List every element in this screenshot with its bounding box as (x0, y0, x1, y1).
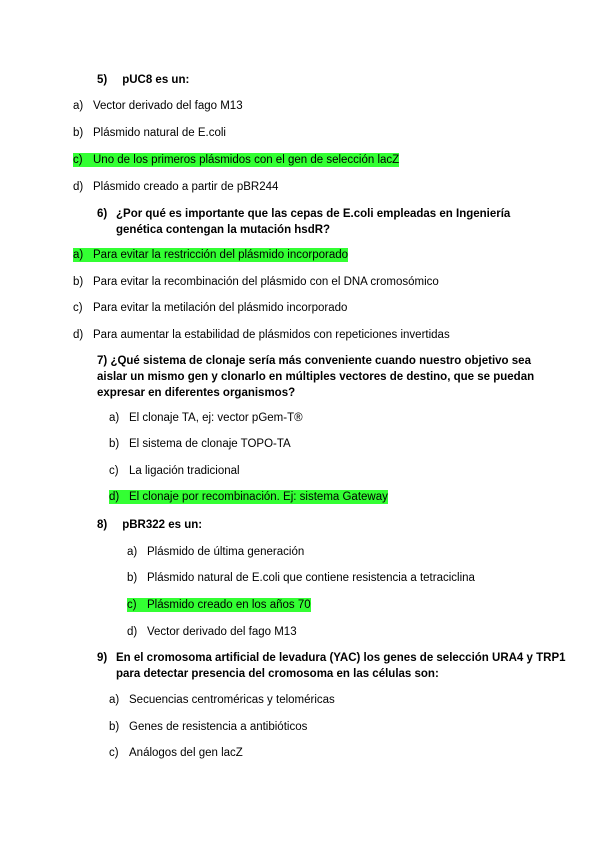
question-text: ¿Qué sistema de clonaje sería más conveniente cuando nuestro objetivo sea aislar un mismo gen y clonarlo en múltiples vectores de destino, que se puedan expresar en diferentes organismos? (97, 355, 535, 399)
question-number: 9) (97, 652, 108, 664)
option-text: Plásmido de última generación (147, 546, 305, 558)
question-number: 8) (97, 519, 108, 531)
option-letter: d) (73, 181, 84, 193)
option-text: La ligación tradicional (129, 465, 240, 477)
question-9 (97, 650, 566, 682)
option-letter: c) (73, 302, 83, 314)
question-number: 6) (97, 208, 108, 220)
option-text: El sistema de clonaje TOPO-TA (129, 438, 291, 450)
option-letter: c) (109, 747, 119, 759)
option-9a (109, 693, 335, 707)
question-text: En el cromosoma artificial de levadura (YAC) los genes de selección URA4 y TRP1 para detectar presencia del cromosoma en las células son: (116, 652, 566, 680)
option-letter: b) (109, 721, 120, 733)
option-5c-highlighted (73, 153, 399, 167)
option-text: Para aumentar la estabilidad de plásmidos con repeticiones invertidas (93, 329, 450, 341)
option-7a (109, 411, 303, 425)
option-letter: a) (109, 694, 120, 706)
question-5 (97, 72, 557, 88)
option-letter: b) (73, 276, 84, 288)
option-letter: b) (109, 438, 120, 450)
option-text: Uno de los primeros plásmidos con el gen de selección lacZ (93, 154, 400, 166)
option-6d (73, 328, 450, 342)
option-text: Para evitar la recombinación del plásmido con el DNA cromosómico (93, 276, 439, 288)
option-letter: c) (127, 599, 137, 611)
option-text: Plásmido natural de E.coli que contiene resistencia a tetraciclina (147, 572, 475, 584)
option-7b (109, 437, 291, 451)
option-text: El clonaje TA, ej: vector pGem-T® (129, 412, 303, 424)
option-9b (109, 720, 307, 734)
option-letter: a) (73, 100, 84, 112)
option-8b (127, 571, 475, 585)
option-letter: b) (127, 572, 138, 584)
option-6a-highlighted (73, 248, 348, 262)
option-text: Genes de resistencia a antibióticos (129, 721, 308, 733)
question-text: ¿Por qué es importante que las cepas de E.coli empleadas en Ingeniería genética contengan la mutación hsdR? (116, 208, 511, 236)
option-text: Vector derivado del fago M13 (93, 100, 243, 112)
option-letter: a) (73, 249, 84, 261)
option-6c (73, 301, 347, 315)
option-text: Secuencias centroméricas y teloméricas (129, 694, 335, 706)
option-text: El clonaje por recombinación. Ej: sistema Gateway (129, 491, 388, 503)
option-6b (73, 275, 439, 289)
option-text: Plásmido natural de E.coli (93, 127, 226, 139)
option-letter: c) (73, 154, 83, 166)
option-8a (127, 545, 304, 559)
option-7d-highlighted (109, 490, 388, 504)
option-text: Plásmido creado en los años 70 (147, 599, 311, 611)
option-9c (109, 746, 243, 760)
option-text: Análogos del gen lacZ (129, 747, 243, 759)
option-text: Vector derivado del fago M13 (147, 626, 297, 638)
option-letter: d) (73, 329, 84, 341)
option-8d (127, 625, 297, 639)
option-letter: a) (127, 546, 138, 558)
question-text: pBR322 es un: (122, 519, 203, 531)
question-number: 7) (97, 355, 108, 367)
option-5b (73, 126, 226, 140)
option-letter: d) (127, 626, 138, 638)
question-7 (97, 353, 537, 401)
question-8 (97, 517, 537, 533)
option-letter: c) (109, 465, 119, 477)
option-5d (73, 180, 278, 194)
option-8c-highlighted (127, 598, 311, 612)
option-text: Para evitar la metilación del plásmido incorporado (93, 302, 348, 314)
option-5a (73, 99, 243, 113)
question-text: pUC8 es un: (122, 74, 190, 86)
option-letter: d) (109, 491, 120, 503)
option-text: Plásmido creado a partir de pBR244 (93, 181, 279, 193)
option-7c (109, 464, 240, 478)
option-text: Para evitar la restricción del plásmido incorporado (93, 249, 349, 261)
option-letter: b) (73, 127, 84, 139)
question-number: 5) (97, 74, 108, 86)
option-letter: a) (109, 412, 120, 424)
question-6 (97, 206, 546, 238)
